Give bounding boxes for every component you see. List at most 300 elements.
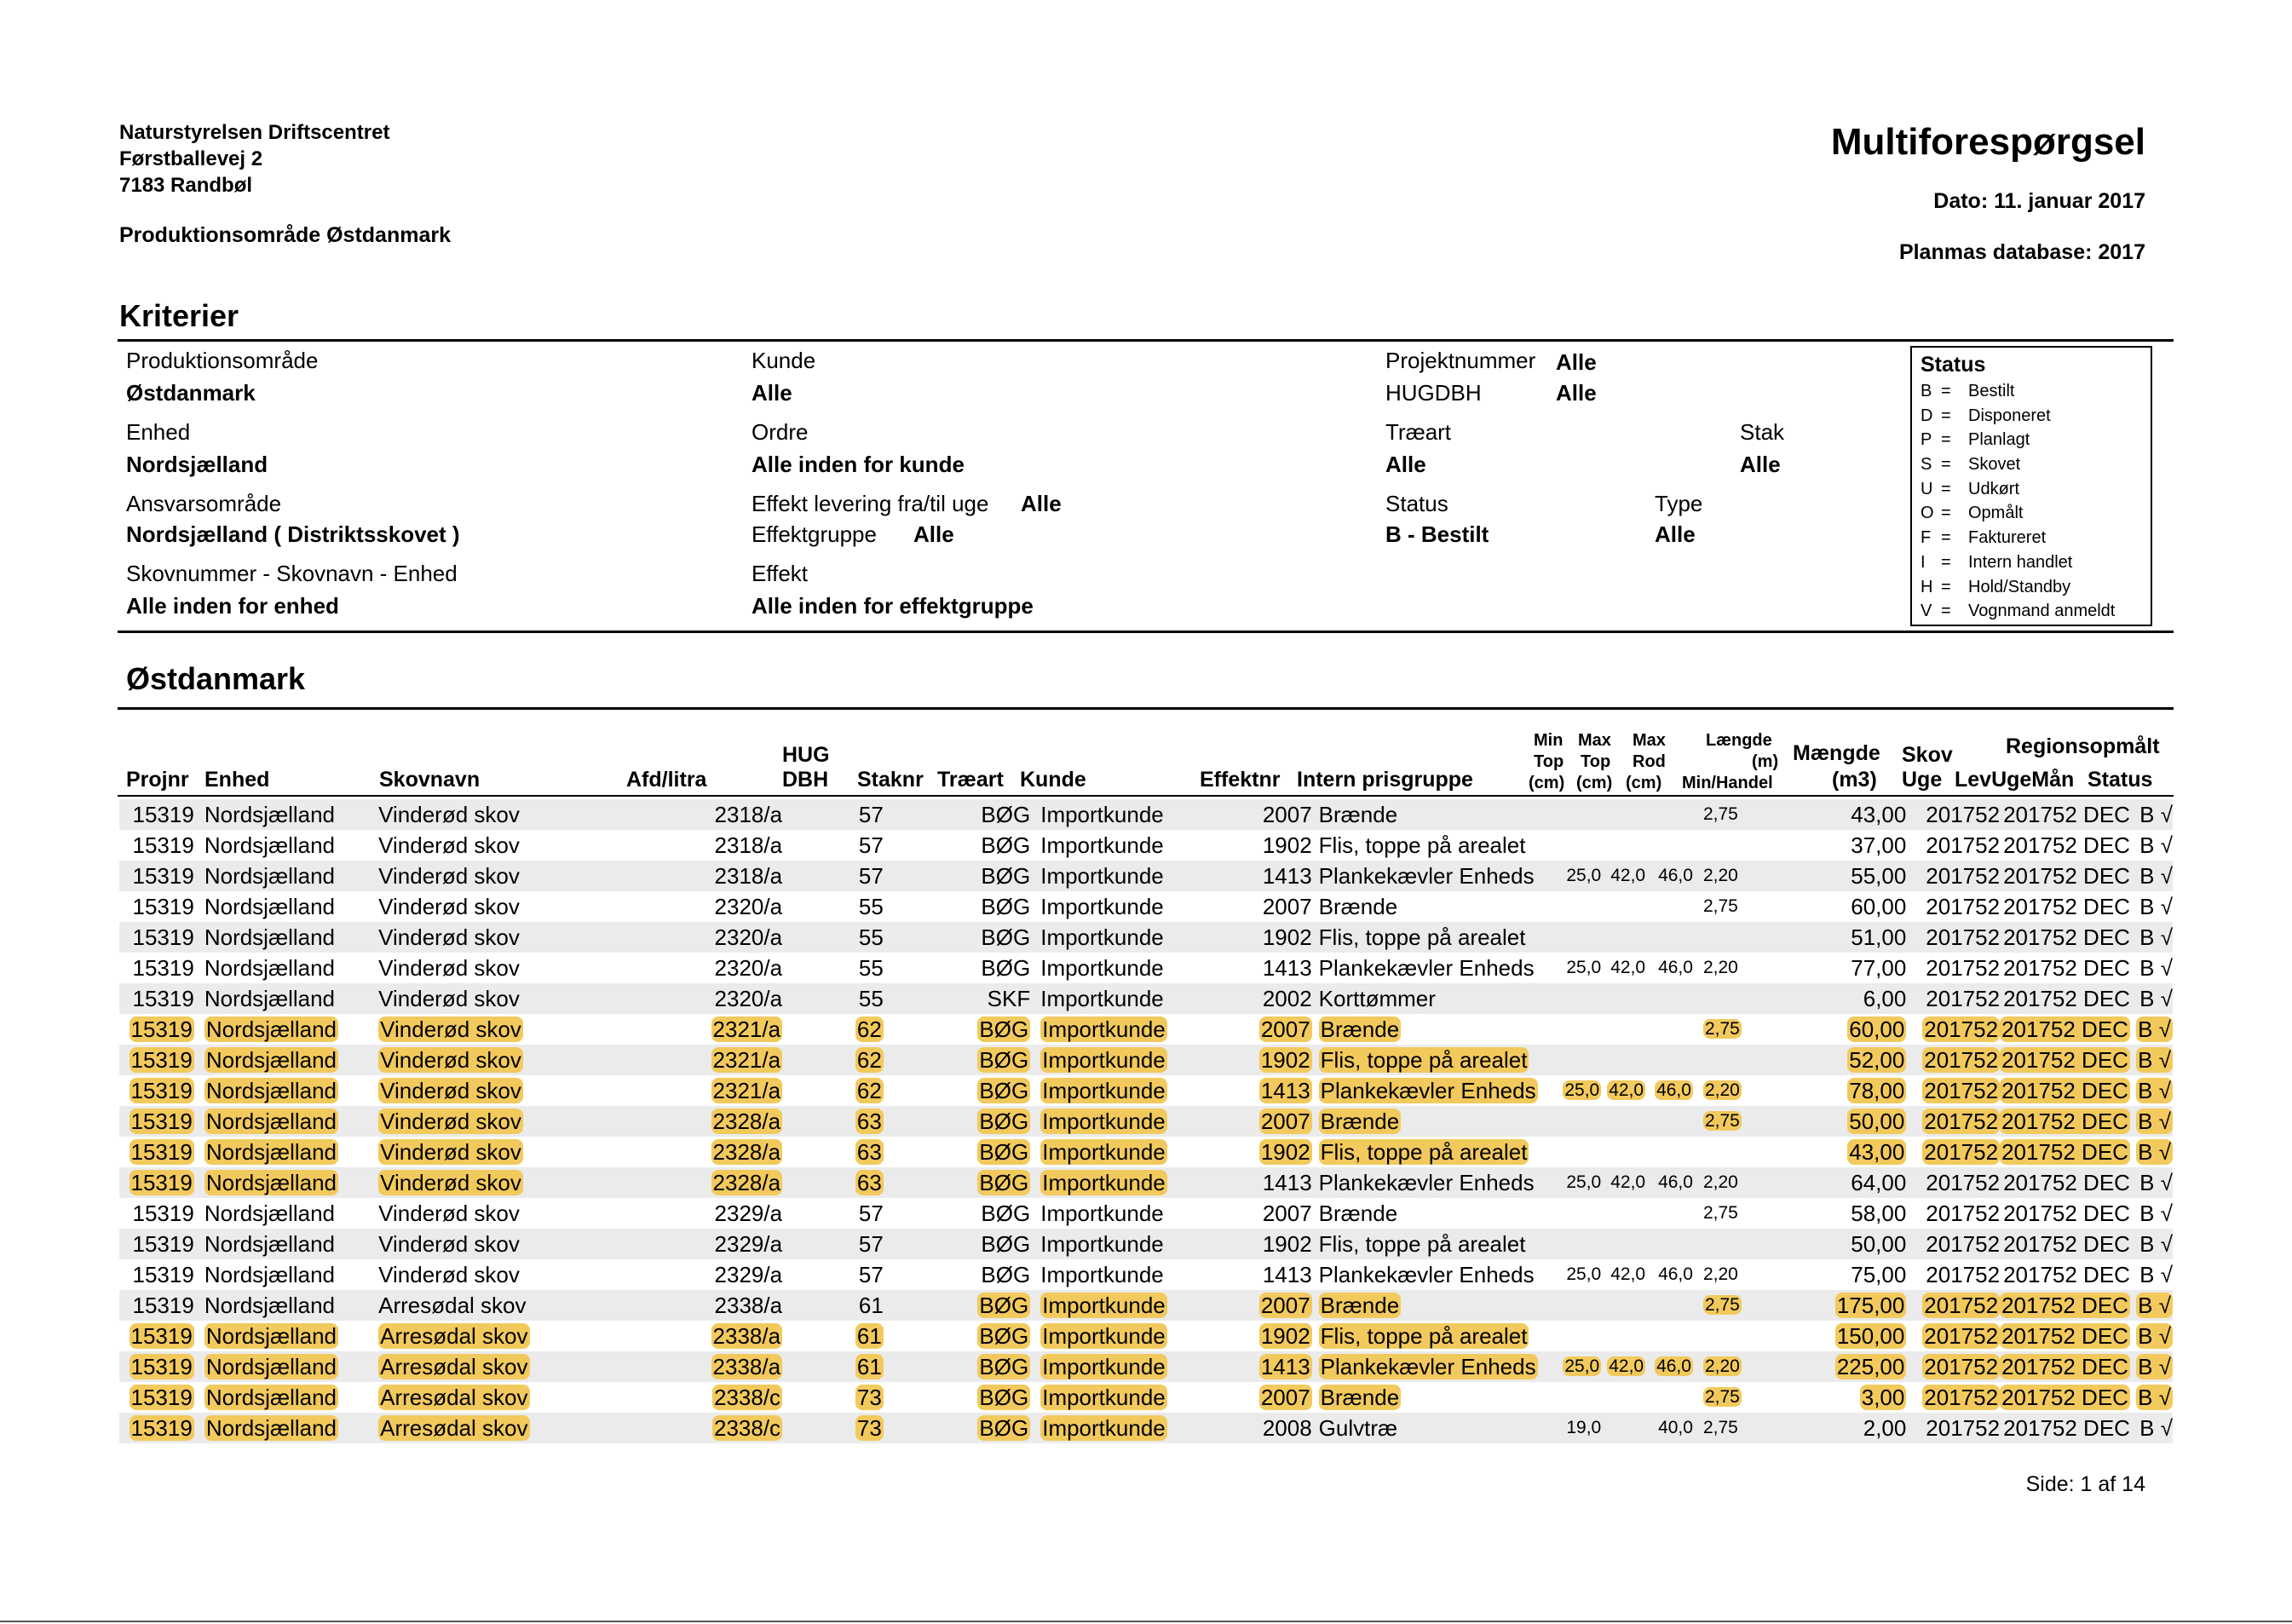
cell-max-top xyxy=(1601,1259,1645,1290)
cell-text: 2,75 xyxy=(1704,1387,1740,1407)
cell-text: 61 xyxy=(856,1353,882,1379)
col-min-top-2: Top xyxy=(1534,752,1564,771)
status-code: V xyxy=(1921,602,1932,621)
cell-projnr xyxy=(119,830,194,861)
cell-skov-uge xyxy=(1906,1014,2000,1045)
cell-staknr xyxy=(884,1259,934,1290)
cell-text: 201752 xyxy=(1924,1016,1999,1042)
cell-laengde xyxy=(1693,1014,1754,1045)
cell-skovnavn xyxy=(378,1290,630,1321)
cell-skov-uge xyxy=(1906,1290,2000,1321)
cell-text: Importkunde xyxy=(1040,924,1164,950)
cell-min-top xyxy=(1557,1167,1601,1198)
cell-hug-dbh xyxy=(782,1045,884,1075)
page-number: Side: 1 af 14 xyxy=(2025,1472,2145,1496)
cell-levugemaan xyxy=(2000,1198,2130,1229)
cell-max-top xyxy=(1601,891,1645,922)
cell-text: BØG xyxy=(981,893,1031,919)
cell-text: 43,00 xyxy=(1851,801,1907,827)
cell-effektnr xyxy=(1227,1229,1311,1259)
crit-kunde-label: Kunde xyxy=(752,348,816,373)
status-code: D xyxy=(1921,406,1933,425)
section-title: Østdanmark xyxy=(126,661,306,696)
cell-skov-uge xyxy=(1906,983,2000,1014)
cell-laengde xyxy=(1693,1321,1754,1351)
status-code: B xyxy=(1921,382,1932,400)
cell-maengde xyxy=(1754,1137,1907,1167)
cell-maengde xyxy=(1754,1198,1907,1229)
cell-levugemaan xyxy=(2000,830,2130,861)
cell-text: Flis, toppe på arealet xyxy=(1320,1138,1528,1165)
cell-enhed xyxy=(194,1259,378,1290)
cell-text: 46,0 xyxy=(1658,1172,1693,1192)
cell-text: 201752 DEC xyxy=(2001,1046,2128,1073)
cell-text: BØG xyxy=(979,1353,1029,1379)
cell-hug-dbh xyxy=(782,1351,884,1382)
cell-kunde xyxy=(1030,1259,1227,1290)
cell-traeart xyxy=(934,1413,1030,1443)
crit-projekt-value: Alle xyxy=(1556,349,1597,375)
cell-text: 2328/a xyxy=(712,1138,781,1165)
cell-text: Nordsjælland xyxy=(205,1169,337,1195)
cell-staknr xyxy=(884,1045,934,1075)
table-row xyxy=(119,1106,2173,1137)
cell-laengde xyxy=(1693,1413,1754,1443)
cell-text: 15319 xyxy=(132,1261,194,1287)
cell-text: Plankekævler Enheds xyxy=(1318,954,1535,981)
table-row xyxy=(119,861,2173,891)
col-intern-prisgruppe: Intern prisgruppe xyxy=(1297,768,1473,792)
cell-text: 2007 xyxy=(1260,1384,1310,1410)
cell-text: Brænde xyxy=(1318,801,1398,827)
cell-afd-litra xyxy=(630,1382,782,1413)
cell-text: 15319 xyxy=(132,985,194,1011)
status-legend-item xyxy=(1921,550,2142,575)
cell-text: B √ xyxy=(2138,1046,2171,1073)
col-kunde: Kunde xyxy=(1020,768,1086,792)
table-row xyxy=(119,922,2173,953)
col-max-top-2: Top xyxy=(1581,752,1611,771)
cell-enhed xyxy=(194,1045,378,1075)
cell-text: 1413 xyxy=(1262,1169,1312,1195)
cell-levugemaan xyxy=(2000,922,2130,953)
cell-text: Brænde xyxy=(1320,1384,1400,1410)
report-date: Dato: 11. januar 2017 xyxy=(1933,189,2145,213)
cell-skovnavn xyxy=(378,1075,630,1106)
cell-hug-dbh xyxy=(782,1106,884,1137)
cell-text: 57 xyxy=(858,832,884,858)
org-city: 7183 Randbøl xyxy=(119,174,253,197)
cell-staknr xyxy=(884,1075,934,1106)
cell-hug-dbh xyxy=(782,1198,884,1229)
cell-maengde xyxy=(1754,861,1907,891)
cell-min-top xyxy=(1557,1106,1601,1137)
cell-min-top xyxy=(1557,1229,1601,1259)
cell-min-top xyxy=(1557,983,1601,1014)
cell-text: Flis, toppe på arealet xyxy=(1318,924,1526,950)
cell-text: 201752 xyxy=(1926,1200,2001,1226)
cell-text: 61 xyxy=(858,1292,884,1318)
cell-text: 2002 xyxy=(1262,985,1312,1011)
cell-staknr xyxy=(884,1290,934,1321)
cell-status xyxy=(2130,861,2173,891)
cell-effektnr xyxy=(1227,830,1311,861)
cell-skovnavn xyxy=(378,1321,630,1351)
cell-text: 201752 DEC xyxy=(2001,1384,2128,1410)
cell-maengde xyxy=(1754,1229,1907,1259)
cell-text: Importkunde xyxy=(1040,985,1164,1011)
cell-min-top xyxy=(1557,1321,1601,1351)
cell-text: 201752 DEC xyxy=(2003,985,2130,1011)
cell-staknr xyxy=(884,891,934,922)
table-row xyxy=(119,1045,2173,1075)
cell-text: 15319 xyxy=(130,1046,193,1073)
cell-text: Importkunde xyxy=(1042,1108,1166,1134)
cell-text: BØG xyxy=(981,1200,1031,1226)
cell-afd-litra xyxy=(630,1106,782,1137)
cell-skovnavn xyxy=(378,953,630,983)
cell-afd-litra xyxy=(630,1198,782,1229)
cell-text: Nordsjælland xyxy=(205,1384,337,1410)
cell-afd-litra xyxy=(630,922,782,953)
cell-intern-prisgruppe xyxy=(1312,1413,1558,1443)
cell-skovnavn xyxy=(378,1351,630,1382)
cell-intern-prisgruppe xyxy=(1312,922,1558,953)
cell-text: SKF xyxy=(987,985,1031,1011)
cell-min-top xyxy=(1557,1198,1601,1229)
status-code: H xyxy=(1921,577,1933,596)
cell-text: 60,00 xyxy=(1849,1016,1905,1042)
cell-traeart xyxy=(934,1321,1030,1351)
cell-laengde xyxy=(1693,1045,1754,1075)
cell-afd-litra xyxy=(630,983,782,1014)
cell-text: 201752 DEC xyxy=(2003,893,2130,919)
cell-max-top xyxy=(1601,1106,1645,1137)
crit-prodomraade-label: Produktionsområde xyxy=(126,348,319,373)
cell-kunde xyxy=(1030,922,1227,953)
cell-text: BØG xyxy=(979,1414,1029,1441)
cell-maengde xyxy=(1754,1259,1907,1290)
cell-text: 201752 DEC xyxy=(2003,801,2130,827)
cell-text: 201752 DEC xyxy=(2003,832,2130,858)
cell-kunde xyxy=(1030,1198,1227,1229)
cell-text: 15319 xyxy=(132,801,194,827)
cell-max-top xyxy=(1601,1413,1645,1443)
cell-max-top xyxy=(1601,1137,1645,1167)
cell-max-rod xyxy=(1645,799,1693,830)
cell-text: BØG xyxy=(979,1046,1029,1073)
cell-text: 201752 xyxy=(1926,1261,2001,1287)
cell-skovnavn xyxy=(378,1137,630,1167)
cell-traeart xyxy=(934,1382,1030,1413)
cell-status xyxy=(2130,1167,2173,1198)
cell-status xyxy=(2130,1045,2173,1075)
col-min-top-1: Min xyxy=(1534,731,1564,750)
cell-maengde xyxy=(1754,1413,1907,1443)
cell-text: 61 xyxy=(856,1322,882,1349)
cell-text: 42,0 xyxy=(1610,1172,1646,1192)
cell-text: 57 xyxy=(858,1230,884,1257)
cell-afd-litra xyxy=(630,1014,782,1045)
cell-intern-prisgruppe xyxy=(1312,891,1558,922)
cell-text: 75,00 xyxy=(1851,1261,1907,1287)
cell-skovnavn xyxy=(378,1014,630,1045)
cell-effektnr xyxy=(1227,1075,1311,1106)
col-regionsopmaalt: Regionsopmålt xyxy=(2006,734,2160,758)
cell-levugemaan xyxy=(2000,1290,2130,1321)
crit-traeart-label: Træart xyxy=(1385,419,1452,445)
cell-text: Flis, toppe på arealet xyxy=(1320,1046,1528,1073)
cell-text: Vinderød skov xyxy=(380,1016,521,1042)
cell-text: 78,00 xyxy=(1849,1077,1905,1103)
cell-kunde xyxy=(1030,1382,1227,1413)
cell-text: 201752 xyxy=(1926,924,2001,950)
cell-projnr xyxy=(119,1382,194,1413)
cell-text: B √ xyxy=(2138,1292,2171,1318)
cell-levugemaan xyxy=(2000,1014,2130,1045)
cell-intern-prisgruppe xyxy=(1312,1014,1558,1045)
crit-prodomraade-value: Østdanmark xyxy=(126,380,256,406)
cell-max-top xyxy=(1601,1382,1645,1413)
cell-text: 201752 DEC xyxy=(2001,1108,2128,1134)
crit-effektgruppe-label: Effektgruppe xyxy=(752,521,877,547)
cell-text: 1902 xyxy=(1260,1046,1310,1073)
cell-enhed xyxy=(194,922,378,953)
cell-text: 2,20 xyxy=(1702,1264,1738,1284)
cell-traeart xyxy=(934,1137,1030,1167)
cell-skovnavn xyxy=(378,891,630,922)
cell-intern-prisgruppe xyxy=(1312,1229,1558,1259)
cell-text: Importkunde xyxy=(1042,1353,1166,1379)
cell-text: 40,0 xyxy=(1658,1418,1693,1437)
cell-enhed xyxy=(194,1014,378,1045)
cell-text: Brænde xyxy=(1318,1200,1398,1226)
organization-address xyxy=(119,119,389,199)
equals-sign: = xyxy=(1941,552,1951,572)
cell-text: 57 xyxy=(858,862,884,889)
cell-text: BØG xyxy=(979,1169,1029,1195)
cell-text: 19,0 xyxy=(1566,1418,1602,1437)
crit-stak-value: Alle xyxy=(1740,452,1781,477)
cell-text: 25,0 xyxy=(1566,1172,1602,1192)
cell-effektnr xyxy=(1227,891,1311,922)
cell-skov-uge xyxy=(1906,1106,2000,1137)
cell-text: 2338/a xyxy=(714,1292,783,1318)
cell-text: 201752 xyxy=(1924,1046,1999,1073)
cell-text: Vinderød skov xyxy=(378,832,520,858)
cell-text: BØG xyxy=(981,801,1031,827)
cell-text: Arresødal skov xyxy=(380,1322,528,1349)
cell-text: 46,0 xyxy=(1656,1080,1691,1100)
cell-projnr xyxy=(119,1137,194,1167)
cell-text: 63 xyxy=(856,1138,882,1165)
cell-text: BØG xyxy=(981,924,1031,950)
cell-skov-uge xyxy=(1906,1075,2000,1106)
crit-status-value: B - Bestilt xyxy=(1385,521,1489,547)
cell-intern-prisgruppe xyxy=(1312,1106,1558,1137)
cell-text: 58,00 xyxy=(1851,1200,1907,1226)
table-row xyxy=(119,1413,2173,1443)
cell-intern-prisgruppe xyxy=(1312,1137,1558,1167)
cell-hug-dbh xyxy=(782,861,884,891)
table-row xyxy=(119,1290,2173,1321)
cell-text: 64,00 xyxy=(1851,1169,1907,1195)
cell-text: 2008 xyxy=(1262,1414,1312,1441)
cell-text: B √ xyxy=(2139,832,2173,858)
cell-text: 2318/a xyxy=(714,862,783,889)
cell-text: 201752 xyxy=(1924,1138,1999,1165)
cell-text: 201752 DEC xyxy=(2003,924,2130,950)
cell-afd-litra xyxy=(630,1045,782,1075)
cell-laengde xyxy=(1693,1259,1754,1290)
cell-text: 15319 xyxy=(130,1108,193,1134)
cell-text: 2,20 xyxy=(1702,1172,1738,1192)
cell-text: B √ xyxy=(2139,1200,2173,1226)
cell-effektnr xyxy=(1227,799,1311,830)
cell-skov-uge xyxy=(1906,1259,2000,1290)
cell-status xyxy=(2130,1321,2173,1351)
cell-max-top xyxy=(1601,1167,1645,1198)
cell-text: Brænde xyxy=(1318,893,1398,919)
cell-max-rod xyxy=(1645,1137,1693,1167)
cell-max-rod xyxy=(1645,1075,1693,1106)
cell-effektnr xyxy=(1227,1382,1311,1413)
cell-hug-dbh xyxy=(782,1229,884,1259)
cell-text: 55,00 xyxy=(1851,862,1907,889)
col-enhed: Enhed xyxy=(204,768,270,792)
cell-text: 42,0 xyxy=(1609,1080,1644,1100)
cell-text: 2,75 xyxy=(1704,1111,1740,1131)
cell-maengde xyxy=(1754,1106,1907,1137)
cell-status xyxy=(2130,1198,2173,1229)
cell-staknr xyxy=(884,830,934,861)
cell-max-top xyxy=(1601,1014,1645,1045)
col-max-rod-3: (cm) xyxy=(1626,774,1662,792)
cell-skov-uge xyxy=(1906,1137,2000,1167)
cell-text: 2321/a xyxy=(712,1016,781,1042)
cell-afd-litra xyxy=(630,861,782,891)
col-skovnavn: Skovnavn xyxy=(379,768,481,792)
cell-laengde xyxy=(1693,922,1754,953)
cell-text: 201752 xyxy=(1926,832,2001,858)
cell-max-rod xyxy=(1645,1229,1693,1259)
crit-enhed-value: Nordsjælland xyxy=(126,452,268,477)
cell-maengde xyxy=(1754,830,1907,861)
cell-text: Vinderød skov xyxy=(378,893,520,919)
cell-text: BØG xyxy=(979,1138,1029,1165)
cell-text: Importkunde xyxy=(1042,1046,1166,1073)
cell-text: 1413 xyxy=(1260,1077,1310,1103)
status-text: Skovet xyxy=(1968,455,2021,475)
cell-text: Vinderød skov xyxy=(378,924,520,950)
cell-levugemaan xyxy=(2000,1167,2130,1198)
cell-enhed xyxy=(194,953,378,983)
cell-levugemaan xyxy=(2000,891,2130,922)
cell-text: 55 xyxy=(858,985,884,1011)
cell-enhed xyxy=(194,1137,378,1167)
cell-text: 201752 DEC xyxy=(2001,1077,2128,1103)
cell-enhed xyxy=(194,1382,378,1413)
equals-sign: = xyxy=(1941,528,1951,548)
cell-text: 62 xyxy=(856,1046,882,1073)
table-row xyxy=(119,1137,2173,1167)
cell-min-top xyxy=(1557,861,1601,891)
status-legend-item xyxy=(1921,404,2142,429)
cell-skov-uge xyxy=(1906,1351,2000,1382)
cell-status xyxy=(2130,983,2173,1014)
cell-text: Vinderød skov xyxy=(380,1108,521,1134)
cell-text: 201752 DEC xyxy=(2001,1322,2128,1349)
cell-traeart xyxy=(934,1106,1030,1137)
cell-levugemaan xyxy=(2000,861,2130,891)
cell-text: Korttømmer xyxy=(1318,985,1436,1011)
cell-text: 201752 xyxy=(1926,985,2001,1011)
cell-text: 60,00 xyxy=(1851,893,1907,919)
cell-max-rod xyxy=(1645,891,1693,922)
cell-text: 201752 xyxy=(1924,1292,1999,1318)
cell-text: 201752 DEC xyxy=(2003,1169,2130,1195)
cell-traeart xyxy=(934,1259,1030,1290)
cell-enhed xyxy=(194,1351,378,1382)
cell-skov-uge xyxy=(1906,1198,2000,1229)
cell-effektnr xyxy=(1227,1045,1311,1075)
org-name: Naturstyrelsen Driftscentret xyxy=(119,121,390,144)
cell-max-rod xyxy=(1645,1014,1693,1045)
cell-text: 46,0 xyxy=(1658,1264,1693,1284)
status-legend-item xyxy=(1921,599,2142,624)
col-staknr: Staknr xyxy=(857,768,924,792)
cell-effektnr xyxy=(1227,983,1311,1014)
cell-staknr xyxy=(884,953,934,983)
cell-kunde xyxy=(1030,1413,1227,1443)
cell-traeart xyxy=(934,953,1030,983)
cell-skovnavn xyxy=(378,983,630,1014)
cell-text: B √ xyxy=(2138,1384,2171,1410)
table-row xyxy=(119,1321,2173,1351)
cell-text: B √ xyxy=(2139,1169,2173,1195)
cell-laengde xyxy=(1693,1137,1754,1167)
cell-min-top xyxy=(1557,799,1601,830)
cell-text: B √ xyxy=(2139,893,2173,919)
cell-status xyxy=(2130,1137,2173,1167)
cell-text: 2007 xyxy=(1260,1108,1310,1134)
cell-text: 50,00 xyxy=(1849,1108,1905,1134)
cell-text: 25,0 xyxy=(1566,866,1602,885)
cell-text: 2,75 xyxy=(1702,804,1738,824)
cell-text: 2329/a xyxy=(714,1230,783,1257)
cell-text: 201752 xyxy=(1926,801,2001,827)
cell-text: 15319 xyxy=(132,862,194,889)
cell-max-top xyxy=(1601,799,1645,830)
crit-traeart-value: Alle xyxy=(1385,452,1426,477)
cell-text: 2,20 xyxy=(1704,1356,1740,1376)
cell-enhed xyxy=(194,983,378,1014)
cell-effektnr xyxy=(1227,1321,1311,1351)
cell-intern-prisgruppe xyxy=(1312,1321,1558,1351)
cell-text: Importkunde xyxy=(1042,1292,1166,1318)
cell-text: B √ xyxy=(2138,1016,2171,1042)
cell-levugemaan xyxy=(2000,1382,2130,1413)
cell-laengde xyxy=(1693,1167,1754,1198)
status-legend xyxy=(1910,346,2152,626)
cell-afd-litra xyxy=(630,1137,782,1167)
cell-text: Vinderød skov xyxy=(380,1138,521,1165)
cell-text: B √ xyxy=(2139,1261,2173,1287)
cell-laengde xyxy=(1693,799,1754,830)
cell-kunde xyxy=(1030,1045,1227,1075)
cell-text: 1902 xyxy=(1262,832,1312,858)
cell-text: Importkunde xyxy=(1040,1230,1164,1257)
